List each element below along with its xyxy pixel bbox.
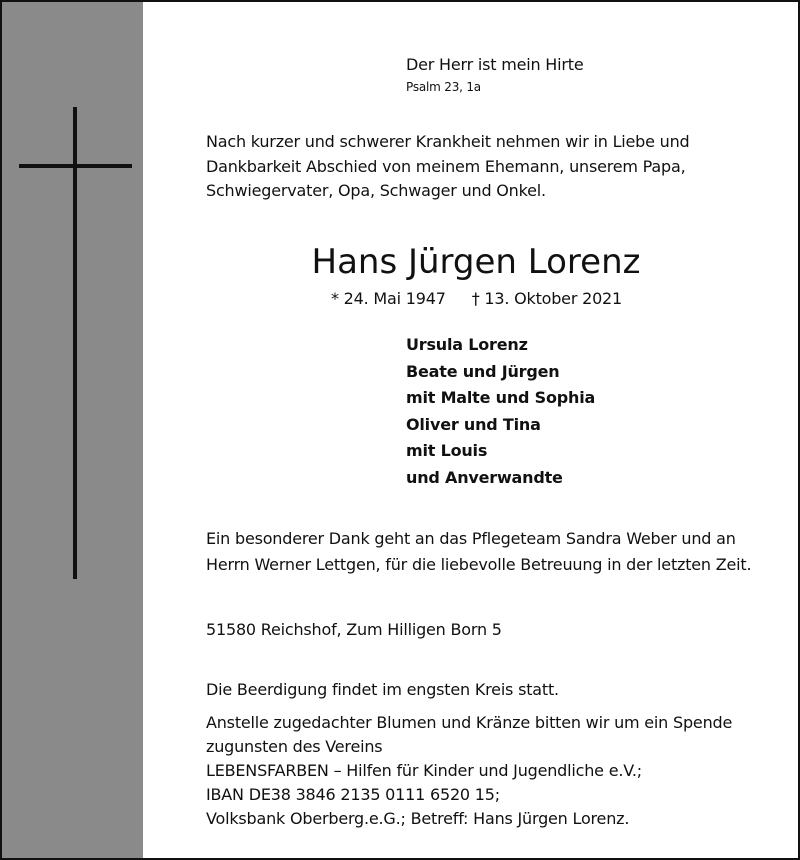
donation-line: zugunsten des Vereins bbox=[206, 737, 383, 756]
family-line: Ursula Lorenz bbox=[406, 335, 528, 354]
intro-line: Nach kurzer und schwerer Krankheit nehmen wir in Liebe und bbox=[206, 132, 690, 151]
intro-line: Dankbarkeit Abschied von meinem Ehemann, unserem Papa, bbox=[206, 156, 686, 176]
life-dates bbox=[331, 287, 622, 311]
birth-date: * 24. Mai 1947 bbox=[331, 289, 446, 308]
thanks-line: Herrn Werner Lettgen, für die liebevolle Betreuung in der letzten Zeit. bbox=[206, 555, 752, 574]
family-line: mit Louis bbox=[406, 441, 488, 460]
funeral-note: Die Beerdigung findet im engsten Kreis statt. bbox=[206, 680, 559, 699]
donation-line: Anstelle zugedachter Blumen und Kränze bitten wir um ein Spende bbox=[206, 713, 733, 732]
psalm-reference: Psalm 23, 1a bbox=[406, 80, 481, 94]
family-line: Beate und Jürgen bbox=[406, 361, 560, 381]
motto: Der Herr ist mein Hirte bbox=[406, 55, 584, 74]
family-line: Oliver und Tina bbox=[406, 414, 541, 434]
address: 51580 Reichshof, Zum Hilligen Born 5 bbox=[206, 620, 502, 639]
donation-line: LEBENSFARBEN – Hilfen für Kinder und Jugendliche e.V.; bbox=[206, 761, 642, 780]
donation-line: Volksbank Oberberg.e.G.; Betreff: Hans Jürgen Lorenz. bbox=[206, 809, 630, 828]
family-list bbox=[406, 332, 595, 491]
thanks-text bbox=[206, 526, 751, 578]
donation-text bbox=[206, 711, 732, 831]
intro-line: Schwiegervater, Opa, Schwager und Onkel. bbox=[206, 181, 546, 200]
family-line: und Anverwandte bbox=[406, 467, 563, 487]
grey-sidebar bbox=[2, 2, 143, 858]
thanks-line: Ein besonderer Dank geht an das Pflegeteam Sandra Weber und an bbox=[206, 529, 736, 548]
cross-horizontal-bar bbox=[19, 164, 132, 168]
death-date: † 13. Oktober 2021 bbox=[471, 289, 623, 308]
donation-line: IBAN DE38 3846 2135 0111 6520 15; bbox=[206, 785, 500, 804]
intro-text bbox=[206, 130, 766, 204]
deceased-name: Hans Jürgen Lorenz bbox=[311, 242, 641, 282]
family-line: mit Malte und Sophia bbox=[406, 388, 596, 407]
cross-vertical-bar bbox=[73, 107, 77, 579]
